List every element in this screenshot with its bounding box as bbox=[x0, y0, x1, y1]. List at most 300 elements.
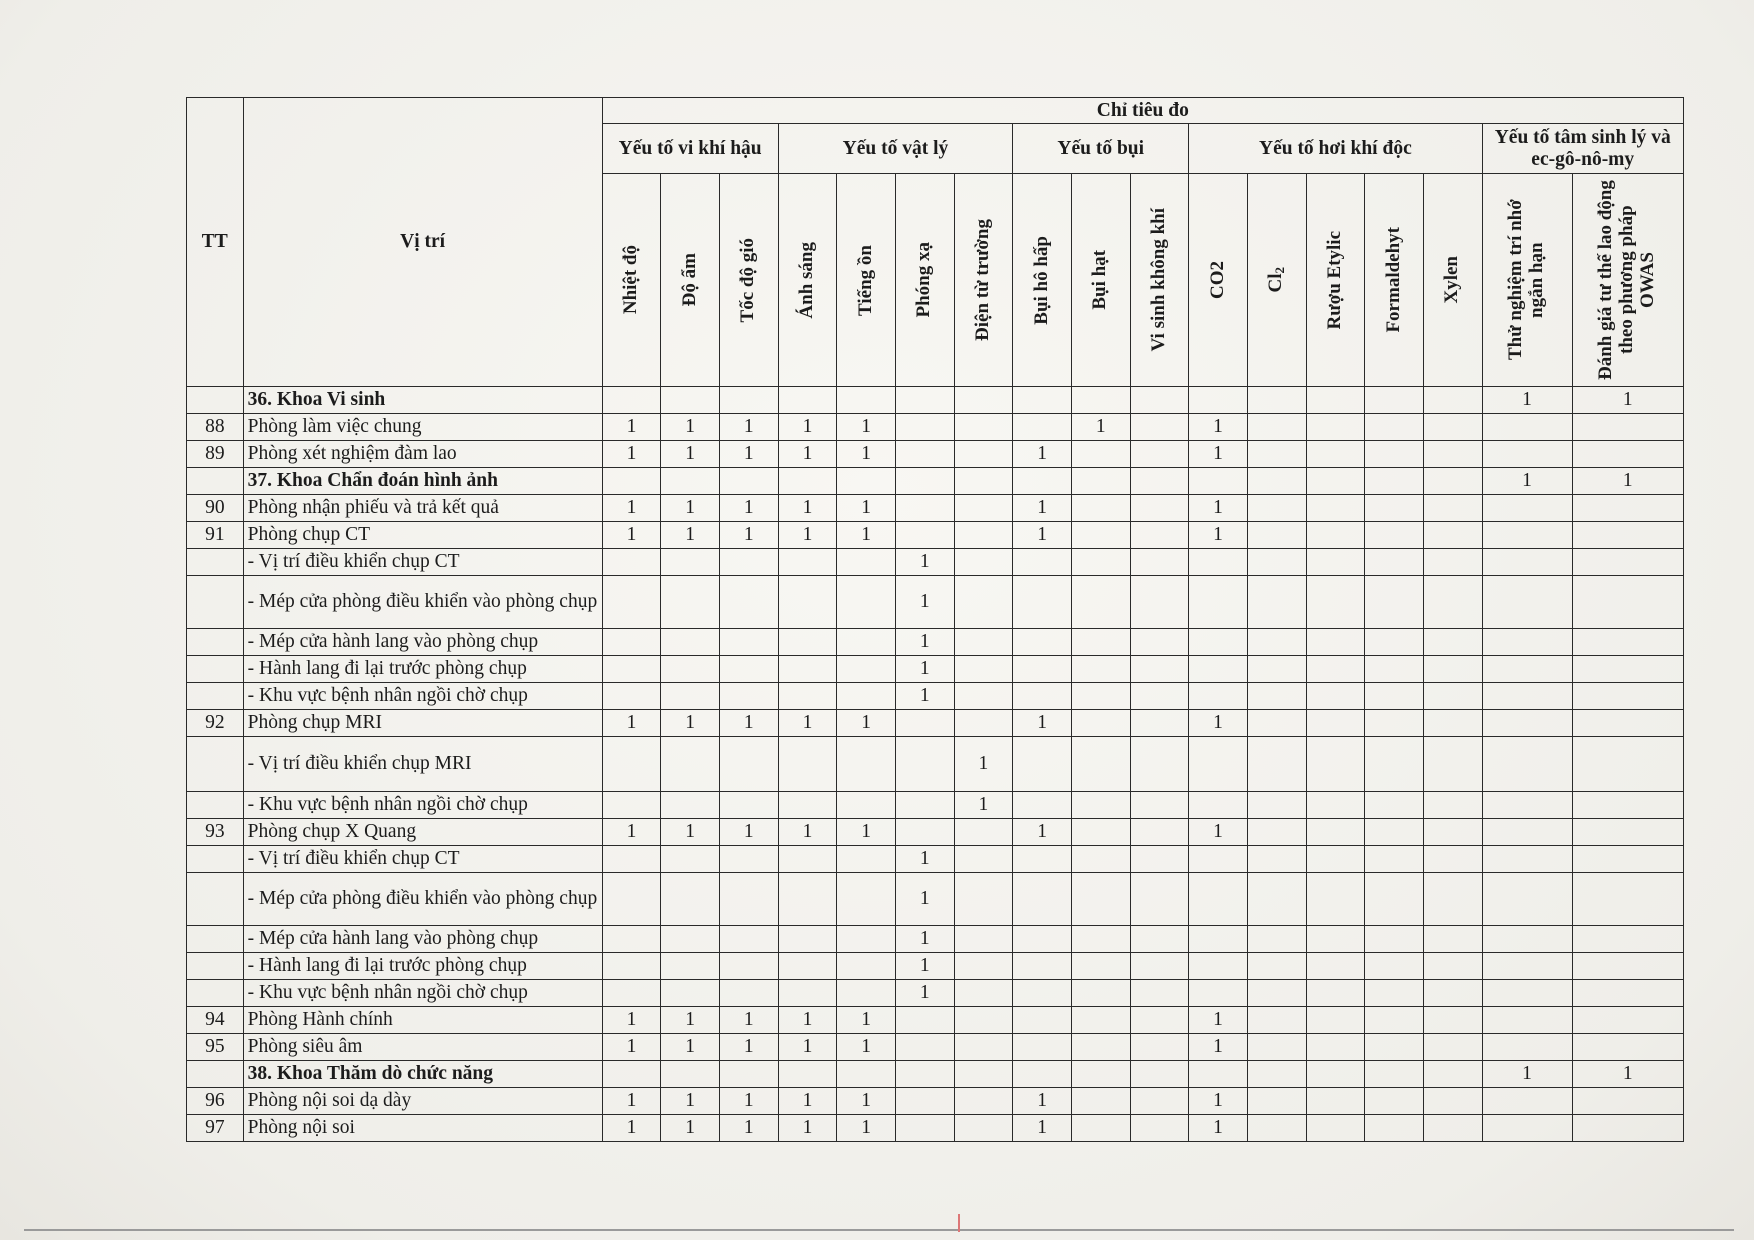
table-row bbox=[187, 846, 1684, 873]
indicator-cell bbox=[602, 926, 661, 953]
indicator-cell bbox=[1306, 710, 1365, 737]
indicator-cell bbox=[1189, 846, 1248, 873]
indicator-cell bbox=[954, 468, 1013, 495]
indicator-cell bbox=[1306, 468, 1365, 495]
indicator-cell bbox=[1130, 792, 1189, 819]
indicator-cell: 1 bbox=[661, 1007, 720, 1034]
row-number: 91 bbox=[187, 522, 244, 549]
indicator-cell bbox=[1365, 629, 1424, 656]
indicator-cell: 1 bbox=[778, 441, 837, 468]
indicator-cell bbox=[1189, 549, 1248, 576]
indicator-cell bbox=[778, 387, 837, 414]
indicator-cell bbox=[719, 683, 778, 710]
indicator-cell bbox=[1247, 522, 1306, 549]
indicator-cell bbox=[1306, 1115, 1365, 1142]
indicator-cell: 1 bbox=[837, 819, 896, 846]
indicator-cell bbox=[1482, 926, 1572, 953]
indicator-cell bbox=[1306, 387, 1365, 414]
row-number bbox=[187, 468, 244, 495]
row-number: 95 bbox=[187, 1034, 244, 1061]
indicator-cell bbox=[661, 1061, 720, 1088]
indicator-cell bbox=[1071, 522, 1130, 549]
indicator-cell bbox=[1423, 549, 1482, 576]
indicator-cell bbox=[1365, 710, 1424, 737]
indicator-cell bbox=[1247, 1061, 1306, 1088]
indicator-cell bbox=[1306, 846, 1365, 873]
indicator-cell bbox=[1013, 1061, 1072, 1088]
row-number: 94 bbox=[187, 1007, 244, 1034]
indicator-cell: 1 bbox=[895, 873, 954, 926]
indicator-cell bbox=[1247, 387, 1306, 414]
indicator-cell bbox=[1013, 414, 1072, 441]
table-row bbox=[187, 792, 1684, 819]
indicator-cell bbox=[661, 387, 720, 414]
column-header: Tiếng ồn bbox=[837, 174, 896, 387]
indicator-cell bbox=[778, 980, 837, 1007]
indicator-cell: 1 bbox=[661, 441, 720, 468]
indicator-cell bbox=[1423, 629, 1482, 656]
indicator-cell: 1 bbox=[1189, 522, 1248, 549]
indicator-cell bbox=[719, 1061, 778, 1088]
indicator-cell bbox=[1482, 1007, 1572, 1034]
indicator-cell bbox=[895, 387, 954, 414]
row-number bbox=[187, 656, 244, 683]
indicator-cell bbox=[1071, 441, 1130, 468]
indicator-cell bbox=[1572, 1034, 1684, 1061]
indicator-cell bbox=[1365, 549, 1424, 576]
indicator-cell bbox=[1013, 846, 1072, 873]
indicator-cell: 1 bbox=[895, 980, 954, 1007]
indicator-cell: 1 bbox=[1482, 468, 1572, 495]
indicator-cell bbox=[1306, 629, 1365, 656]
indicator-cell bbox=[1130, 926, 1189, 953]
indicator-cell: 1 bbox=[778, 414, 837, 441]
indicator-cell: 1 bbox=[837, 1115, 896, 1142]
indicator-cell bbox=[954, 1115, 1013, 1142]
indicator-cell bbox=[1130, 873, 1189, 926]
indicator-cell bbox=[954, 387, 1013, 414]
indicator-cell: 1 bbox=[837, 495, 896, 522]
indicator-cell bbox=[1365, 1115, 1424, 1142]
indicator-cell bbox=[1306, 819, 1365, 846]
indicator-cell bbox=[1365, 1007, 1424, 1034]
indicator-cell: 1 bbox=[661, 1115, 720, 1142]
indicator-cell bbox=[1130, 1061, 1189, 1088]
indicator-cell bbox=[1247, 873, 1306, 926]
bottom-rule bbox=[24, 1229, 1734, 1231]
indicator-cell bbox=[1572, 522, 1684, 549]
indicator-cell bbox=[954, 953, 1013, 980]
indicator-cell bbox=[895, 737, 954, 792]
indicator-cell bbox=[1130, 522, 1189, 549]
indicator-cell bbox=[1572, 683, 1684, 710]
indicator-cell bbox=[1572, 549, 1684, 576]
position-name: Phòng xét nghiệm đàm lao bbox=[243, 441, 602, 468]
indicator-cell bbox=[661, 926, 720, 953]
indicator-cell bbox=[954, 980, 1013, 1007]
indicator-cell bbox=[1247, 980, 1306, 1007]
indicator-cell bbox=[1482, 980, 1572, 1007]
indicator-cell bbox=[1130, 576, 1189, 629]
indicator-cell: 1 bbox=[1189, 819, 1248, 846]
indicator-cell: 1 bbox=[602, 1034, 661, 1061]
group-physical: Yếu tố vật lý bbox=[778, 124, 1013, 174]
row-number: 90 bbox=[187, 495, 244, 522]
row-number bbox=[187, 846, 244, 873]
indicator-cell: 1 bbox=[895, 683, 954, 710]
indicator-cell bbox=[1130, 683, 1189, 710]
indicator-cell bbox=[661, 683, 720, 710]
indicator-cell bbox=[719, 629, 778, 656]
indicator-cell bbox=[837, 792, 896, 819]
indicator-cell bbox=[1247, 683, 1306, 710]
indicator-cell bbox=[954, 683, 1013, 710]
table-row bbox=[187, 980, 1684, 1007]
indicator-cell bbox=[837, 656, 896, 683]
indicator-cell bbox=[1247, 737, 1306, 792]
indicator-cell bbox=[1189, 873, 1248, 926]
indicator-cell: 1 bbox=[778, 1007, 837, 1034]
indicator-cell bbox=[837, 980, 896, 1007]
indicator-cell bbox=[661, 629, 720, 656]
indicator-cell bbox=[895, 1007, 954, 1034]
indicator-cell bbox=[954, 629, 1013, 656]
indicator-cell bbox=[719, 792, 778, 819]
indicator-cell bbox=[1071, 1061, 1130, 1088]
indicator-cell bbox=[1365, 873, 1424, 926]
indicator-cell bbox=[778, 926, 837, 953]
indicator-cell bbox=[1306, 873, 1365, 926]
indicator-cell bbox=[1572, 576, 1684, 629]
indicator-cell bbox=[778, 1061, 837, 1088]
table-row bbox=[187, 926, 1684, 953]
column-header: Vi sinh không khí bbox=[1130, 174, 1189, 387]
indicator-cell bbox=[1013, 926, 1072, 953]
position-name: - Khu vực bệnh nhân ngồi chờ chụp bbox=[243, 683, 602, 710]
indicator-cell bbox=[1189, 792, 1248, 819]
indicator-cell bbox=[1423, 710, 1482, 737]
indicator-cell bbox=[778, 737, 837, 792]
indicator-cell: 1 bbox=[778, 495, 837, 522]
row-number bbox=[187, 1061, 244, 1088]
row-number bbox=[187, 737, 244, 792]
position-name: Phòng chụp X Quang bbox=[243, 819, 602, 846]
section-title: 38. Khoa Thăm dò chức năng bbox=[243, 1061, 602, 1088]
indicator-cell: 1 bbox=[1572, 387, 1684, 414]
indicator-cell bbox=[719, 656, 778, 683]
indicator-cell bbox=[1306, 792, 1365, 819]
indicator-cell bbox=[1572, 819, 1684, 846]
indicator-cell bbox=[1013, 980, 1072, 1007]
position-name: - Mép cửa phòng điều khiển vào phòng chụp bbox=[243, 576, 602, 629]
indicator-cell: 1 bbox=[1189, 1088, 1248, 1115]
indicator-cell bbox=[1071, 846, 1130, 873]
indicator-cell bbox=[837, 737, 896, 792]
row-number: 92 bbox=[187, 710, 244, 737]
table-row bbox=[187, 737, 1684, 792]
indicator-cell bbox=[1572, 1088, 1684, 1115]
indicator-cell: 1 bbox=[661, 710, 720, 737]
indicator-cell: 1 bbox=[837, 414, 896, 441]
indicator-cell bbox=[1013, 387, 1072, 414]
indicator-cell bbox=[1365, 414, 1424, 441]
indicator-cell bbox=[1071, 792, 1130, 819]
indicator-cell bbox=[1306, 737, 1365, 792]
indicator-cell bbox=[1306, 1061, 1365, 1088]
indicator-cell: 1 bbox=[602, 495, 661, 522]
indicator-cell bbox=[1071, 683, 1130, 710]
indicator-cell bbox=[1247, 656, 1306, 683]
indicator-cell: 1 bbox=[895, 846, 954, 873]
indicator-cell bbox=[778, 468, 837, 495]
indicator-cell bbox=[1365, 792, 1424, 819]
column-header: Bụi hô hấp bbox=[1013, 174, 1072, 387]
indicator-cell bbox=[1365, 926, 1424, 953]
indicator-cell bbox=[1423, 846, 1482, 873]
indicator-cell bbox=[1130, 1115, 1189, 1142]
indicator-cell: 1 bbox=[1189, 1034, 1248, 1061]
group-dust: Yếu tố bụi bbox=[1013, 124, 1189, 174]
indicator-cell: 1 bbox=[661, 495, 720, 522]
indicator-cell bbox=[954, 1061, 1013, 1088]
indicator-cell bbox=[1071, 549, 1130, 576]
indicator-cell bbox=[954, 710, 1013, 737]
indicator-cell bbox=[1423, 441, 1482, 468]
position-name: Phòng làm việc chung bbox=[243, 414, 602, 441]
indicator-cell bbox=[1423, 980, 1482, 1007]
indicator-cell bbox=[1071, 1007, 1130, 1034]
indicator-cell bbox=[1423, 522, 1482, 549]
indicator-cell bbox=[1071, 926, 1130, 953]
position-name: Phòng siêu âm bbox=[243, 1034, 602, 1061]
indicator-cell: 1 bbox=[954, 792, 1013, 819]
section-row bbox=[187, 468, 1684, 495]
indicator-cell bbox=[1071, 980, 1130, 1007]
indicator-cell bbox=[1071, 387, 1130, 414]
indicator-cell bbox=[602, 792, 661, 819]
indicator-cell: 1 bbox=[719, 710, 778, 737]
indicator-cell bbox=[1423, 468, 1482, 495]
indicator-cell bbox=[895, 495, 954, 522]
indicator-cell bbox=[895, 1088, 954, 1115]
indicator-cell bbox=[1247, 441, 1306, 468]
indicator-cell bbox=[1572, 737, 1684, 792]
indicator-cell bbox=[1423, 1088, 1482, 1115]
indicator-cell bbox=[1423, 737, 1482, 792]
indicator-cell: 1 bbox=[1572, 468, 1684, 495]
indicator-cell bbox=[954, 846, 1013, 873]
indicator-cell bbox=[1071, 873, 1130, 926]
indicator-cell bbox=[1013, 792, 1072, 819]
indicator-cell: 1 bbox=[1189, 710, 1248, 737]
indicator-cell: 1 bbox=[837, 522, 896, 549]
indicator-cell: 1 bbox=[661, 522, 720, 549]
tt-header: TT bbox=[187, 98, 244, 387]
indicator-cell bbox=[954, 576, 1013, 629]
indicator-cell: 1 bbox=[895, 576, 954, 629]
group-microclimate: Yếu tố vi khí hậu bbox=[602, 124, 778, 174]
indicator-cell bbox=[1482, 710, 1572, 737]
indicator-cell bbox=[1013, 683, 1072, 710]
row-number bbox=[187, 980, 244, 1007]
indicator-cell bbox=[661, 873, 720, 926]
row-number: 97 bbox=[187, 1115, 244, 1142]
row-number bbox=[187, 387, 244, 414]
indicator-cell bbox=[1423, 576, 1482, 629]
indicator-cell: 1 bbox=[602, 441, 661, 468]
indicator-cell bbox=[837, 387, 896, 414]
indicator-cell bbox=[1071, 1088, 1130, 1115]
column-header: Nhiệt độ bbox=[602, 174, 661, 387]
column-header: Rượu Etylic bbox=[1306, 174, 1365, 387]
indicator-cell: 1 bbox=[1189, 1007, 1248, 1034]
indicator-cell bbox=[895, 522, 954, 549]
indicator-cell: 1 bbox=[778, 710, 837, 737]
indicator-cell bbox=[1247, 1007, 1306, 1034]
indicator-cell bbox=[778, 683, 837, 710]
indicator-cell bbox=[954, 873, 1013, 926]
indicator-cell bbox=[1071, 737, 1130, 792]
column-header: Tốc độ gió bbox=[719, 174, 778, 387]
indicator-cell: 1 bbox=[1013, 819, 1072, 846]
indicator-cell bbox=[1130, 1034, 1189, 1061]
indicator-cell bbox=[1306, 953, 1365, 980]
indicator-cell: 1 bbox=[661, 1088, 720, 1115]
section-title: 36. Khoa Vi sinh bbox=[243, 387, 602, 414]
indicator-cell bbox=[1365, 737, 1424, 792]
indicator-cell bbox=[1572, 495, 1684, 522]
indicator-cell bbox=[1365, 980, 1424, 1007]
group-toxic-gas: Yếu tố hơi khí độc bbox=[1189, 124, 1482, 174]
indicator-cell bbox=[1482, 441, 1572, 468]
indicator-cell bbox=[1130, 468, 1189, 495]
indicator-cell bbox=[1306, 683, 1365, 710]
indicator-cell bbox=[954, 549, 1013, 576]
indicator-cell bbox=[778, 873, 837, 926]
indicator-cell: 1 bbox=[837, 1007, 896, 1034]
indicator-cell: 1 bbox=[1013, 710, 1072, 737]
indicator-cell bbox=[1247, 468, 1306, 495]
indicator-cell: 1 bbox=[895, 549, 954, 576]
indicator-cell bbox=[1071, 576, 1130, 629]
table-row bbox=[187, 522, 1684, 549]
indicator-cell bbox=[661, 576, 720, 629]
indicator-cell bbox=[1365, 495, 1424, 522]
indicator-cell bbox=[1482, 953, 1572, 980]
indicator-cell: 1 bbox=[778, 1115, 837, 1142]
indicator-cell bbox=[1482, 792, 1572, 819]
indicator-cell: 1 bbox=[719, 1007, 778, 1034]
indicator-cell bbox=[602, 683, 661, 710]
row-number: 93 bbox=[187, 819, 244, 846]
indicator-cell bbox=[661, 737, 720, 792]
indicator-cell bbox=[1306, 576, 1365, 629]
indicator-cell bbox=[1572, 629, 1684, 656]
indicator-cell bbox=[602, 656, 661, 683]
row-number bbox=[187, 953, 244, 980]
indicator-cell bbox=[1130, 953, 1189, 980]
indicator-cell bbox=[954, 1034, 1013, 1061]
indicator-cell bbox=[1130, 656, 1189, 683]
indicator-cell bbox=[602, 549, 661, 576]
indicator-cell bbox=[1071, 1115, 1130, 1142]
indicator-cell bbox=[778, 629, 837, 656]
indicator-cell bbox=[837, 926, 896, 953]
indicator-cell bbox=[1071, 819, 1130, 846]
indicator-cell bbox=[1247, 710, 1306, 737]
column-header: Độ ẩm bbox=[661, 174, 720, 387]
indicator-cell bbox=[1482, 629, 1572, 656]
column-header: Xylen bbox=[1423, 174, 1482, 387]
indicator-cell bbox=[1189, 576, 1248, 629]
indicator-cell: 1 bbox=[661, 1034, 720, 1061]
indicator-cell bbox=[1423, 926, 1482, 953]
indicator-cell: 1 bbox=[954, 737, 1013, 792]
indicator-cell bbox=[1247, 953, 1306, 980]
indicator-cell bbox=[1247, 819, 1306, 846]
row-number bbox=[187, 926, 244, 953]
indicators-header: Chỉ tiêu đo bbox=[602, 98, 1683, 124]
indicator-cell bbox=[1365, 576, 1424, 629]
position-name: Phòng nội soi bbox=[243, 1115, 602, 1142]
indicator-cell: 1 bbox=[837, 710, 896, 737]
indicator-cell bbox=[1013, 549, 1072, 576]
table-row bbox=[187, 873, 1684, 926]
indicator-cell bbox=[1013, 656, 1072, 683]
indicator-cell bbox=[1130, 414, 1189, 441]
indicator-cell bbox=[1365, 683, 1424, 710]
indicator-cell: 1 bbox=[837, 1034, 896, 1061]
indicator-cell bbox=[837, 683, 896, 710]
indicator-cell bbox=[895, 414, 954, 441]
indicator-cell: 1 bbox=[602, 414, 661, 441]
indicator-cell bbox=[719, 387, 778, 414]
indicator-cell bbox=[778, 576, 837, 629]
indicator-cell bbox=[954, 926, 1013, 953]
indicator-cell bbox=[602, 1061, 661, 1088]
indicator-cell: 1 bbox=[602, 1088, 661, 1115]
indicator-cell bbox=[1247, 926, 1306, 953]
indicator-cell bbox=[1306, 980, 1365, 1007]
indicator-cell bbox=[1189, 683, 1248, 710]
table-row bbox=[187, 629, 1684, 656]
indicator-cell bbox=[1306, 495, 1365, 522]
indicator-cell: 1 bbox=[661, 819, 720, 846]
indicator-cell bbox=[719, 873, 778, 926]
indicator-cell bbox=[1306, 441, 1365, 468]
indicator-cell: 1 bbox=[719, 1115, 778, 1142]
indicator-cell bbox=[895, 1115, 954, 1142]
indicator-cell: 1 bbox=[602, 1115, 661, 1142]
indicator-cell bbox=[1423, 873, 1482, 926]
indicator-cell bbox=[719, 468, 778, 495]
position-name: - Khu vực bệnh nhân ngồi chờ chụp bbox=[243, 792, 602, 819]
indicator-cell bbox=[1247, 549, 1306, 576]
indicator-cell bbox=[1247, 1034, 1306, 1061]
indicator-cell bbox=[661, 846, 720, 873]
indicator-cell bbox=[1365, 1061, 1424, 1088]
indicator-cell bbox=[602, 737, 661, 792]
indicator-cell bbox=[1365, 522, 1424, 549]
section-row bbox=[187, 1061, 1684, 1088]
indicator-cell bbox=[1013, 629, 1072, 656]
indicator-cell: 1 bbox=[719, 1088, 778, 1115]
position-name: Phòng chụp CT bbox=[243, 522, 602, 549]
indicator-cell: 1 bbox=[602, 710, 661, 737]
indicator-cell bbox=[1013, 1034, 1072, 1061]
indicator-cell bbox=[602, 387, 661, 414]
indicator-cell bbox=[1130, 387, 1189, 414]
